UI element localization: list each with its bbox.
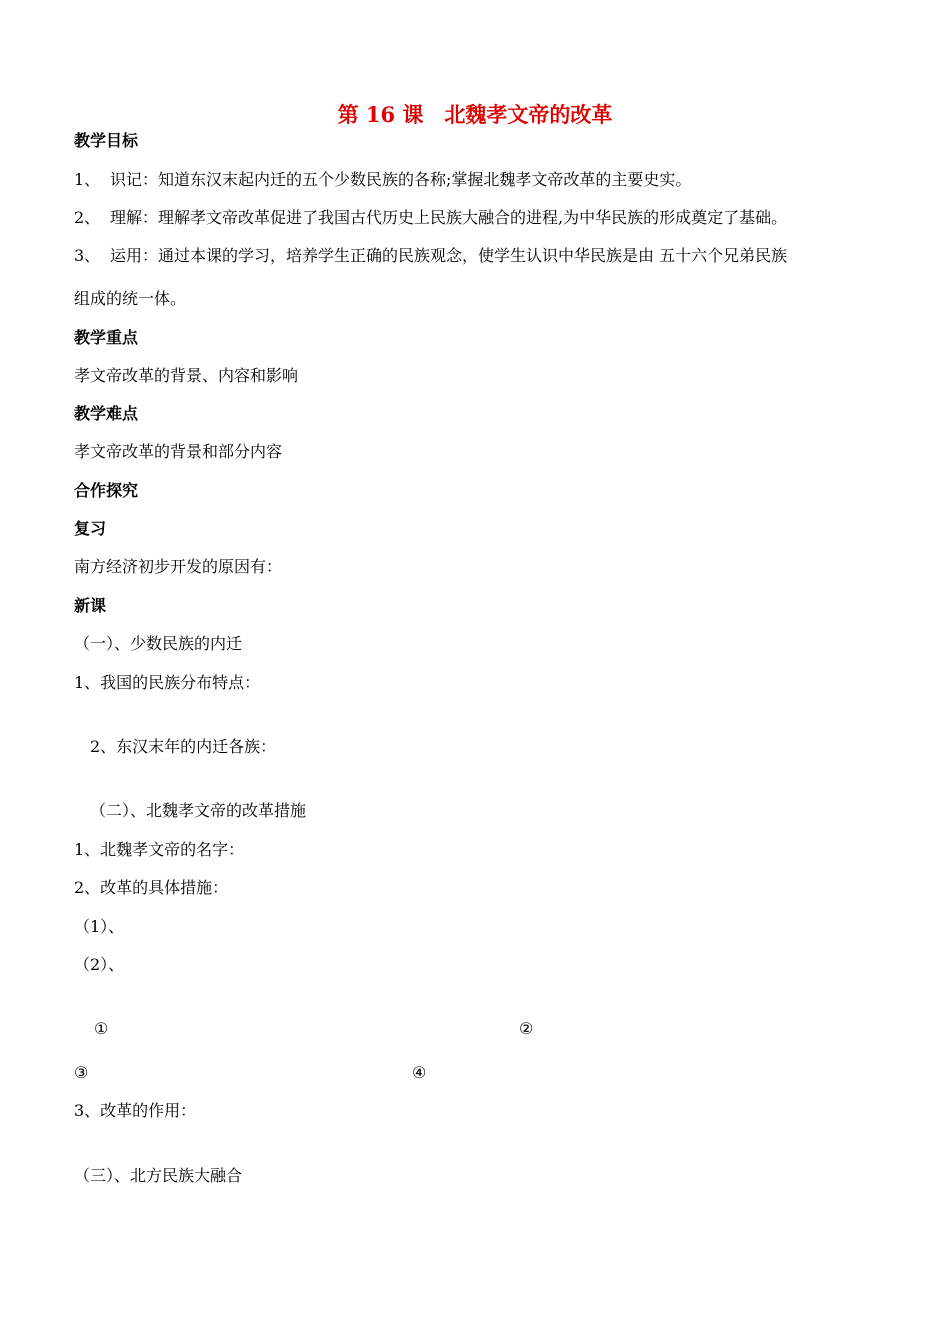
review-text: 南方经济初步开发的原因有： xyxy=(74,557,283,576)
section-2-question-1: 1、北魏孝文帝的名字： xyxy=(74,840,245,859)
lesson-title: 第 16 课 北魏孝文帝的改革 xyxy=(337,102,613,127)
goal-item-3-text: 运用：通过本课的学习，培养学生正确的民族观念，使学生认识中华民族是由 五十六个兄弟民族 xyxy=(110,246,788,265)
section-2-question-3: 3、改革的作用： xyxy=(74,1101,197,1120)
section-2-question-2: 2、改革的具体措施： xyxy=(74,878,229,897)
circled-item-3: ③ xyxy=(74,1063,89,1082)
goal-item-3-continuation: 组成的统一体。 xyxy=(74,289,187,308)
goal-item-1-text: 识记：知道东汉末起内迁的五个少数民族的各称;掌握北魏孝文帝改革的主要史实。 xyxy=(110,170,692,189)
goal-item-2-text: 理解：理解孝文帝改革促进了我国古代历史上民族大融合的进程,为中华民族的形成奠定了基础。 xyxy=(110,208,788,227)
section-2-subitem-2: （2）、 xyxy=(74,955,125,974)
goal-item-1 xyxy=(74,170,691,190)
circled-item-2: ② xyxy=(519,1019,534,1038)
key-points-heading: 教学重点 xyxy=(74,328,139,347)
goal-item-1-number: 1、 xyxy=(74,170,101,189)
section-2-subitem-1: （1）、 xyxy=(74,917,125,936)
goal-item-2-number: 2、 xyxy=(74,208,101,227)
review-heading: 复习 xyxy=(74,519,107,538)
difficult-points-text: 孝文帝改革的背景和部分内容 xyxy=(74,442,283,461)
teaching-goals-heading: 教学目标 xyxy=(74,131,139,150)
goal-item-3 xyxy=(74,246,787,266)
section-1-question-1: 1、我国的民族分布特点： xyxy=(74,673,261,692)
section-3-title: （三）、北方民族大融合 xyxy=(74,1166,243,1185)
goal-item-2 xyxy=(74,208,787,228)
section-1-title: （一）、少数民族的内迁 xyxy=(74,634,243,653)
circled-item-4: ④ xyxy=(412,1063,427,1082)
section-1-question-2: 2、东汉末年的内迁各族： xyxy=(90,737,277,756)
difficult-points-heading: 教学难点 xyxy=(74,404,139,423)
section-2-title: （二）、北魏孝文帝的改革措施 xyxy=(90,801,307,820)
goal-item-3-number: 3、 xyxy=(74,246,101,265)
key-points-text: 孝文帝改革的背景、内容和影响 xyxy=(74,366,299,385)
cooperation-heading: 合作探究 xyxy=(74,481,139,500)
new-lesson-heading: 新课 xyxy=(74,596,107,615)
circled-item-1: ① xyxy=(94,1019,109,1038)
